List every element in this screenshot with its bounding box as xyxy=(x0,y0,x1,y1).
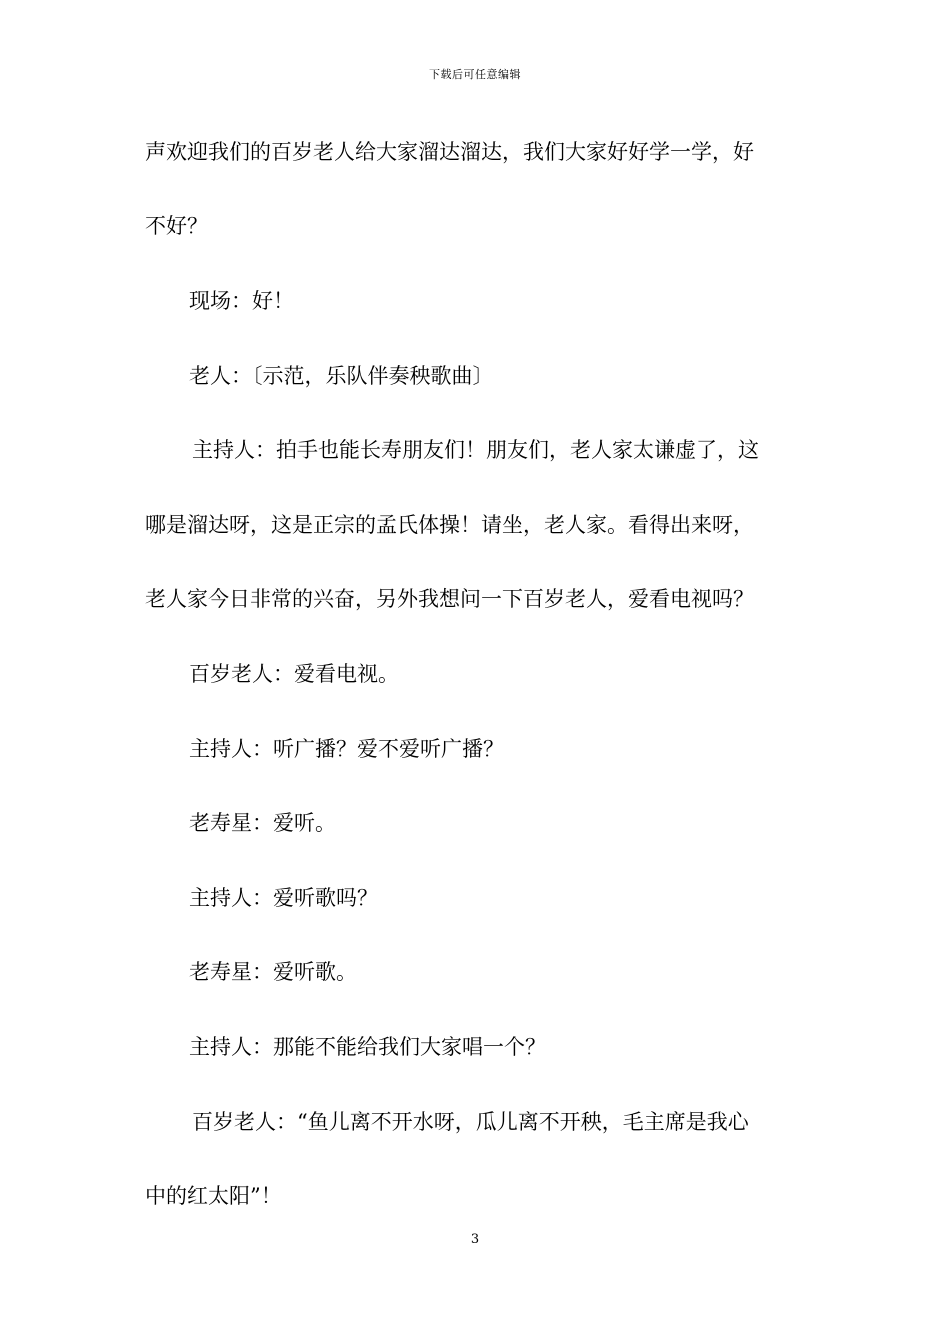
text-line: 百岁老人：“鱼儿离不开水呀，瓜儿离不开秧，毛主席是我心 xyxy=(192,1110,749,1134)
text-line: 老人：〔示范，乐队伴奏秧歌曲〕 xyxy=(189,364,494,388)
text-line: 主持人：听广播？爱不爱听广播？ xyxy=(189,737,504,761)
text-line: 老寿星：爱听。 xyxy=(189,811,336,835)
text-line: 声欢迎我们的百岁老人给大家溜达溜达，我们大家好好学一学，好 xyxy=(145,140,754,164)
text-line: 主持人：爱听歌吗？ xyxy=(189,886,378,910)
text-line: 百岁老人：爱看电视。 xyxy=(189,662,399,686)
text-line: 老寿星：爱听歌。 xyxy=(189,960,357,984)
page-number: 3 xyxy=(470,1232,480,1247)
text-line: 主持人：拍手也能长寿朋友们！朋友们，老人家太谦虚了，这 xyxy=(192,438,759,462)
text-line: 主持人：那能不能给我们大家唱一个？ xyxy=(189,1035,546,1059)
text-line: 哪是溜达呀，这是正宗的孟氏体操！请坐，老人家。看得出来呀， xyxy=(145,513,754,537)
page-header: 下载后可任意编辑 xyxy=(429,68,521,81)
text-line: 不好？ xyxy=(145,214,208,238)
text-line: 现场：好！ xyxy=(189,289,294,313)
text-line: 老人家今日非常的兴奋，另外我想问一下百岁老人，爱看电视吗？ xyxy=(145,587,754,611)
text-line: 中的红太阳”！ xyxy=(145,1184,282,1208)
